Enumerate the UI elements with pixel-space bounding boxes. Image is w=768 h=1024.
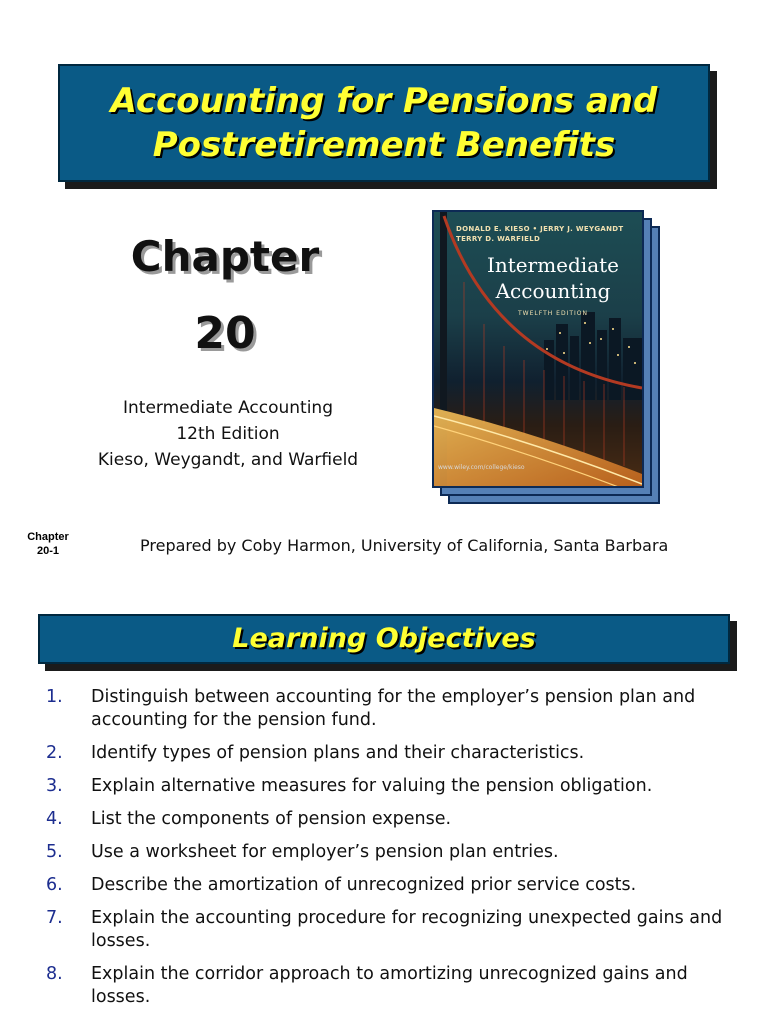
learning-objective-text: List the components of pension expense. [91,809,452,829]
book-cover-title-line-1: Intermediate [486,253,619,277]
book-cover-image [432,210,658,502]
learning-objective-number: 2. [46,743,63,763]
title-line-2: Postretirement Benefits [152,125,616,165]
learning-objective-item [40,907,730,953]
learning-objective-text: Distinguish between accounting for the employer’s pension plan and accounting for the pension fund. [91,687,696,730]
learning-objective-number: 7. [46,908,63,928]
book-title: Intermediate Accounting [122,398,333,418]
book-cover-authors-line-1: DONALD E. KIESO • JERRY J. WEYGANDT [456,225,624,233]
title-banner [58,64,710,182]
learning-objective-item [40,808,730,831]
slide-number-label [18,530,78,558]
learning-objective-text: Explain the corridor approach to amortizing unrecognized gains and losses. [91,964,688,1007]
learning-objectives-banner: Learning Objectives [38,614,730,664]
chapter-heading: Chapter [130,232,320,281]
learning-objectives-list [40,686,730,1019]
learning-objective-number: 5. [46,842,63,862]
slide-number: 20-1 [36,545,60,557]
learning-objective-number: 3. [46,776,63,796]
learning-objective-item [40,742,730,765]
book-cover-edition: TWELFTH EDITION [518,310,588,317]
learning-objective-text: Explain the accounting procedure for recognizing unexpected gains and losses. [91,908,723,951]
learning-objective-number: 1. [46,687,63,707]
learning-objective-text: Use a worksheet for employer’s pension plan entries. [91,842,559,862]
learning-objective-text: Identify types of pension plans and their characteristics. [91,743,585,763]
learning-objective-item [40,841,730,864]
learning-objective-number: 6. [46,875,63,895]
book-edition: 12th Edition [176,424,280,444]
book-cover [432,210,644,488]
book-cover-title [464,252,642,304]
book-info [60,395,396,473]
book-authors: Kieso, Weygandt, and Warfield [97,450,359,470]
learning-objective-item [40,775,730,798]
book-cover-authors-line-2: TERRY D. WARFIELD [456,235,541,243]
chapter-number: 20 [194,308,256,359]
book-cover-authors [456,224,638,244]
learning-objective-number: 4. [46,809,63,829]
learning-objective-item [40,963,730,1009]
book-cover-url: www.wiley.com/college/kieso [438,464,525,471]
title-line-1: Accounting for Pensions and [110,81,658,121]
learning-objective-text: Describe the amortization of unrecognized prior service costs. [91,875,637,895]
slide-chapter-label: Chapter [27,531,69,543]
prepared-by: Prepared by Coby Harmon, University of California, Santa Barbara [140,536,669,555]
learning-objective-item [40,874,730,897]
learning-objective-number: 8. [46,964,63,984]
learning-objective-item [40,686,730,732]
learning-objective-text: Explain alternative measures for valuing the pension obligation. [91,776,653,796]
book-cover-title-line-2: Accounting [495,279,611,303]
